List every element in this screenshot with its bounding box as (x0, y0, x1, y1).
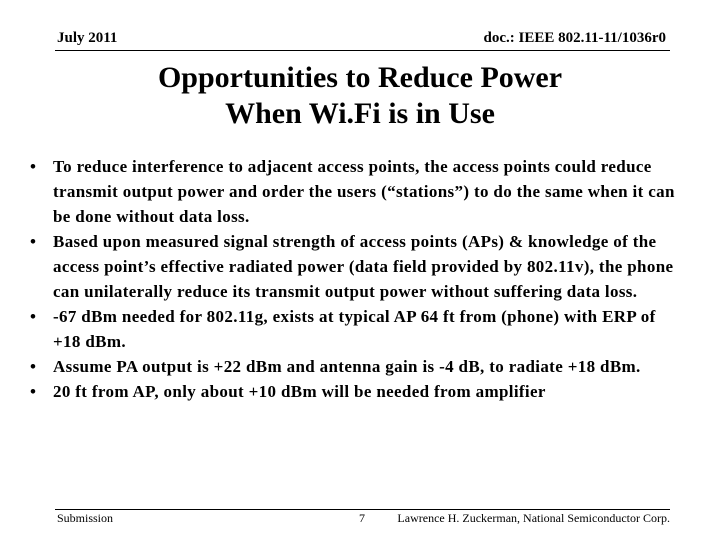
footer-author: Lawrence H. Zuckerman, National Semiconductor Corp. (397, 511, 670, 525)
bullet-text: To reduce interference to adjacent access points, the access points could reduce transmit output power and order the users (“stations”) to do the same when it can be done without data loss. (53, 157, 675, 226)
bullet-item (30, 379, 685, 404)
footer-submission: Submission (57, 511, 114, 525)
bullet-text: -67 dBm needed for 802.11g, exists at typical AP 64 ft from (phone) with ERP of +18 dBm. (53, 307, 656, 351)
bullet-text: Assume PA output is +22 dBm and antenna gain is -4 dB, to radiate +18 dBm. (53, 357, 641, 376)
slide-title-line-1: Opportunities to Reduce Power (157, 61, 563, 94)
bullet-item (30, 354, 685, 379)
footer-page-number: 7 (359, 511, 365, 525)
bullet-item (30, 154, 685, 229)
bullet-item (30, 229, 685, 304)
header-doc-id: doc.: IEEE 802.11-11/1036r0 (483, 30, 666, 46)
bullet-list (30, 154, 685, 404)
slide-title (0, 60, 720, 132)
bullet-dot-icon: • (30, 157, 37, 176)
bullet-item (30, 304, 685, 354)
bullet-dot-icon: • (30, 382, 37, 401)
bullet-dot-icon: • (30, 232, 37, 251)
slide-title-line-2: When Wi.Fi is in Use (225, 97, 495, 130)
header-date: July 2011 (57, 30, 118, 46)
bullet-dot-icon: • (30, 307, 37, 326)
footer-divider (55, 509, 670, 510)
bullet-dot-icon: • (30, 357, 37, 376)
bullet-text: Based upon measured signal strength of access points (APs) & knowledge of the access point’s effective radiated power (data field provided by 802.11v), the phone can unilaterally reduce its transmit output power without suffering data loss. (53, 232, 674, 301)
header-divider (55, 50, 670, 51)
bullet-text: 20 ft from AP, only about +10 dBm will be needed from amplifier (53, 382, 546, 401)
